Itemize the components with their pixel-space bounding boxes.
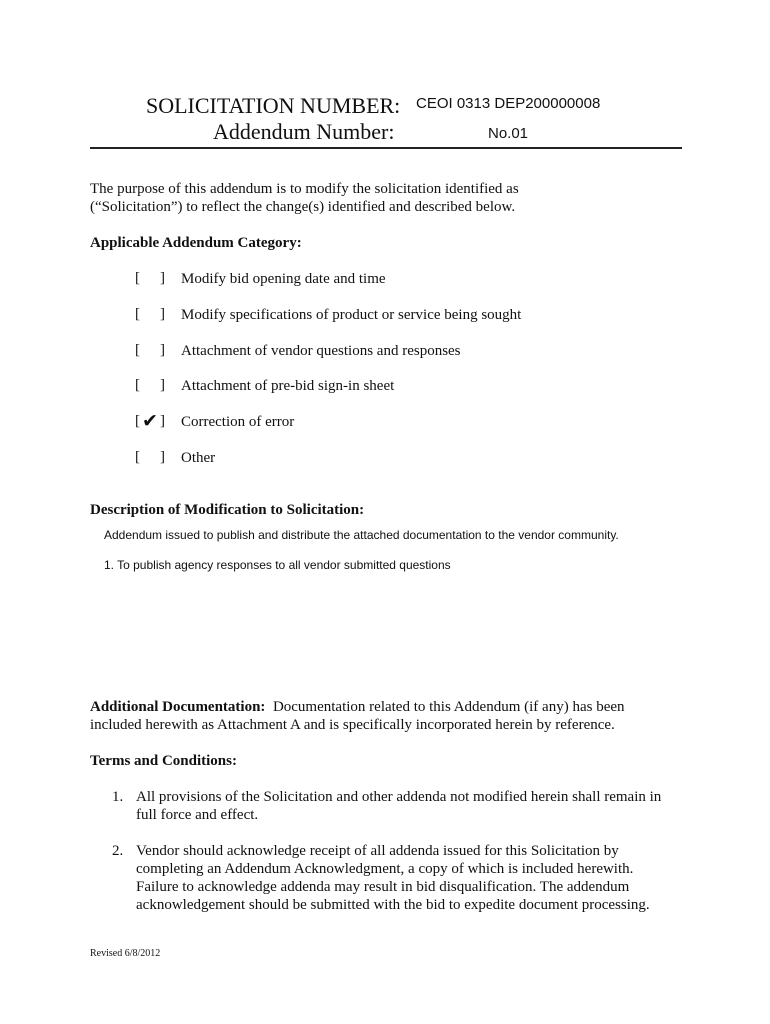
category-item-label: Modify bid opening date and time bbox=[181, 271, 386, 287]
checkbox-right-bracket: ] bbox=[160, 270, 165, 286]
additional-documentation-heading: Additional Documentation: bbox=[90, 699, 266, 715]
checkbox-right-bracket: ] bbox=[160, 449, 165, 465]
terms-item-1-line-2: full force and effect. bbox=[136, 807, 259, 823]
category-item-label: Modify specifications of product or service being sought bbox=[181, 307, 522, 323]
checkmark-icon: ✔ bbox=[142, 410, 158, 432]
terms-item-2-line-3: Failure to acknowledge addenda may result in bid disqualification. The addendum bbox=[136, 879, 630, 895]
checkbox-left-bracket: [ bbox=[135, 270, 140, 286]
additional-documentation-line-2: included herewith as Attachment A and is specifically incorporated herein by reference. bbox=[90, 717, 615, 733]
checkbox-right-bracket: ] bbox=[160, 306, 165, 322]
description-line-2: 1. To publish agency responses to all vendor submitted questions bbox=[104, 558, 451, 572]
additional-documentation-text: Documentation related to this Addendum (if any) has been bbox=[272, 699, 625, 715]
additional-documentation-line-1 bbox=[90, 698, 625, 716]
checkbox-right-bracket: ] bbox=[160, 377, 165, 393]
addendum-number-label: Addendum Number: bbox=[213, 119, 395, 144]
solicitation-number-value: CEOI 0313 DEP200000008 bbox=[416, 95, 601, 112]
checkbox-right-bracket: ] bbox=[160, 413, 165, 429]
checkbox-left-bracket: [ bbox=[135, 342, 140, 358]
terms-item-2-line-2: completing an Addendum Acknowledgment, a copy of which is included herewith. bbox=[136, 861, 634, 877]
solicitation-number-label: SOLICITATION NUMBER: bbox=[146, 93, 401, 118]
terms-item-2-number: 2. bbox=[112, 843, 124, 859]
category-item-label: Other bbox=[181, 450, 216, 466]
description-heading: Description of Modification to Solicitation: bbox=[90, 502, 365, 518]
purpose-line-2: (“Solicitation”) to reflect the change(s) identified and described below. bbox=[90, 199, 516, 215]
addendum-number-value: No.01 bbox=[488, 125, 529, 142]
terms-heading: Terms and Conditions: bbox=[90, 753, 237, 769]
category-item-label: Correction of error bbox=[181, 414, 295, 430]
terms-item-2-line-4: acknowledgement should be submitted with the bid to expedite document processing. bbox=[136, 897, 650, 913]
checkbox-right-bracket: ] bbox=[160, 342, 165, 358]
checkbox-left-bracket: [ bbox=[135, 306, 140, 322]
checkbox-left-bracket: [ bbox=[135, 449, 140, 465]
description-line-1: Addendum issued to publish and distribute the attached documentation to the vendor community. bbox=[104, 528, 619, 542]
checkbox-left-bracket: [ bbox=[135, 377, 140, 393]
header-divider bbox=[90, 147, 682, 149]
terms-item-1-line-1: All provisions of the Solicitation and other addenda not modified herein shall remain in bbox=[136, 789, 662, 805]
category-item-label: Attachment of vendor questions and responses bbox=[181, 343, 461, 359]
category-heading: Applicable Addendum Category: bbox=[90, 235, 302, 251]
checkbox-left-bracket: [ bbox=[135, 413, 140, 429]
terms-item-1-number: 1. bbox=[112, 789, 124, 805]
category-item-label: Attachment of pre-bid sign-in sheet bbox=[181, 378, 395, 394]
purpose-line-1: The purpose of this addendum is to modify the solicitation identified as bbox=[90, 181, 519, 197]
revised-date: Revised 6/8/2012 bbox=[90, 948, 161, 959]
terms-item-2-line-1: Vendor should acknowledge receipt of all addenda issued for this Solicitation by bbox=[136, 843, 619, 859]
